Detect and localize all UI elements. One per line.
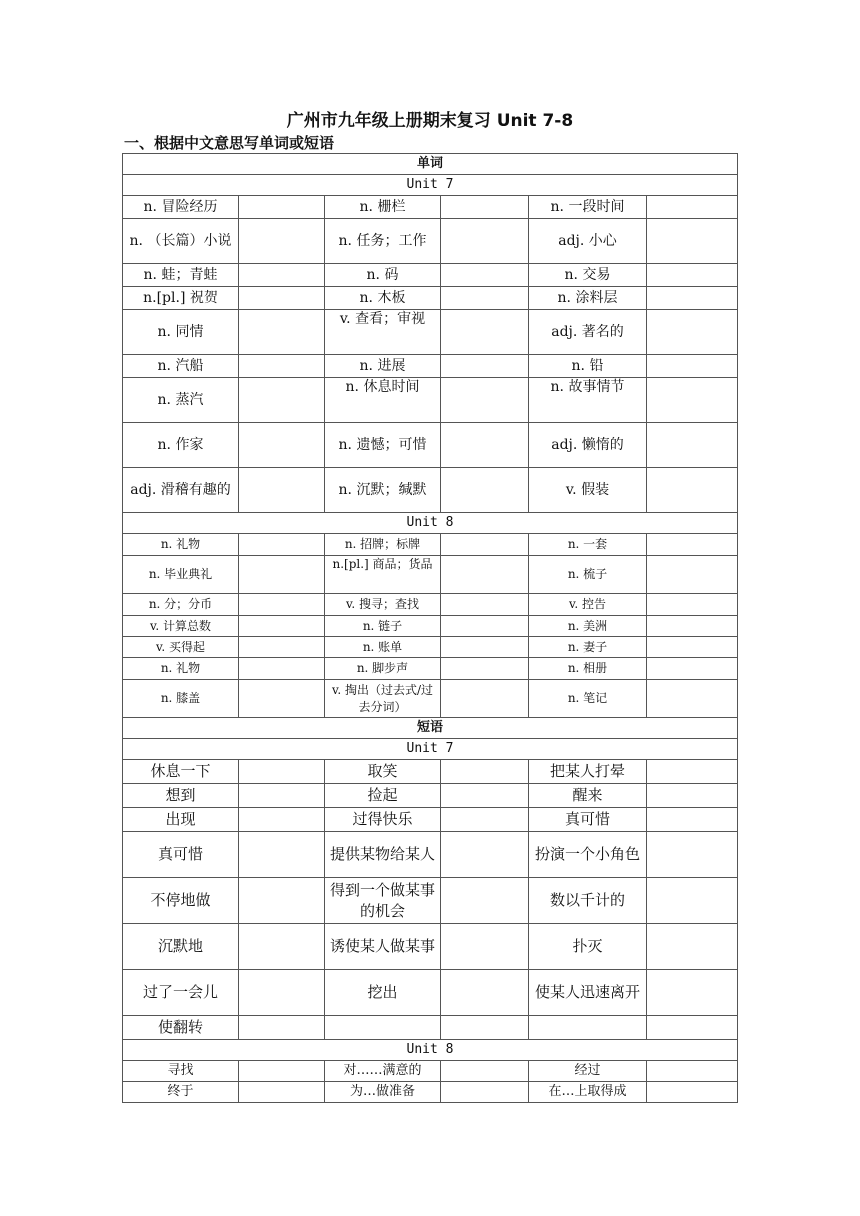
answer-cell[interactable] xyxy=(441,924,529,970)
answer-cell[interactable] xyxy=(239,1061,325,1082)
answer-cell[interactable] xyxy=(239,1016,325,1040)
answer-cell[interactable] xyxy=(441,784,529,808)
prompt-cell: 在…上取得成 xyxy=(529,1082,647,1103)
unit7-phrases-label: Unit 7 xyxy=(123,739,738,760)
prompt-cell: n. 同情 xyxy=(123,310,239,355)
table-row xyxy=(123,468,738,513)
prompt-cell: adj. 小心 xyxy=(529,219,647,264)
answer-cell[interactable] xyxy=(647,832,738,878)
table-row xyxy=(123,784,738,808)
table-row xyxy=(123,808,738,832)
answer-cell[interactable] xyxy=(239,219,325,264)
answer-cell[interactable] xyxy=(647,378,738,423)
answer-cell[interactable] xyxy=(441,808,529,832)
answer-cell[interactable] xyxy=(239,658,325,680)
prompt-cell: 想到 xyxy=(123,784,239,808)
answer-cell[interactable] xyxy=(441,310,529,355)
answer-cell[interactable] xyxy=(441,423,529,468)
table-row xyxy=(123,196,738,219)
prompt-cell: n. 美洲 xyxy=(529,616,647,637)
prompt-cell: 真可惜 xyxy=(529,808,647,832)
unit8-words-label: Unit 8 xyxy=(123,513,738,534)
table-row xyxy=(123,287,738,310)
answer-cell[interactable] xyxy=(441,556,529,594)
answer-cell[interactable] xyxy=(239,784,325,808)
table-row xyxy=(123,556,738,594)
answer-cell[interactable] xyxy=(647,924,738,970)
prompt-cell: v. 买得起 xyxy=(123,637,239,658)
prompt-cell: 取笑 xyxy=(325,760,441,784)
prompt-cell: n. 码 xyxy=(325,264,441,287)
prompt-cell: 出现 xyxy=(123,808,239,832)
prompt-cell: n. 礼物 xyxy=(123,658,239,680)
prompt-cell: n. 链子 xyxy=(325,616,441,637)
prompt-cell: 过了一会儿 xyxy=(123,970,239,1016)
prompt-cell: 为…做准备 xyxy=(325,1082,441,1103)
table-row xyxy=(123,658,738,680)
prompt-cell: 醒来 xyxy=(529,784,647,808)
answer-cell[interactable] xyxy=(239,808,325,832)
prompt-cell: n. 栅栏 xyxy=(325,196,441,219)
table-row xyxy=(123,1016,738,1040)
answer-cell[interactable] xyxy=(239,760,325,784)
answer-cell[interactable] xyxy=(441,658,529,680)
answer-cell[interactable] xyxy=(647,970,738,1016)
prompt-cell: 扮演一个小角色 xyxy=(529,832,647,878)
prompt-cell: n. 毕业典礼 xyxy=(123,556,239,594)
prompt-cell: n. 汽船 xyxy=(123,355,239,378)
answer-cell[interactable] xyxy=(239,310,325,355)
unit7-words-label: Unit 7 xyxy=(123,175,738,196)
table-row xyxy=(123,355,738,378)
answer-cell[interactable] xyxy=(647,423,738,468)
prompt-cell: n. 铅 xyxy=(529,355,647,378)
prompt-cell: 过得快乐 xyxy=(325,808,441,832)
answer-cell[interactable] xyxy=(441,1016,529,1040)
answer-cell[interactable] xyxy=(441,219,529,264)
table-row xyxy=(123,1061,738,1082)
answer-cell[interactable] xyxy=(239,423,325,468)
answer-cell[interactable] xyxy=(441,878,529,924)
answer-cell[interactable] xyxy=(647,616,738,637)
table-row xyxy=(123,534,738,556)
prompt-cell: 休息一下 xyxy=(123,760,239,784)
answer-cell[interactable] xyxy=(441,1061,529,1082)
unit8-phrases-label: Unit 8 xyxy=(123,1040,738,1061)
answer-cell[interactable] xyxy=(441,680,529,718)
prompt-cell: 真可惜 xyxy=(123,832,239,878)
prompt-cell xyxy=(529,1016,647,1040)
prompt-cell: n.[pl.] 商品；货品 xyxy=(325,556,441,594)
answer-cell[interactable] xyxy=(441,832,529,878)
answer-cell[interactable] xyxy=(647,219,738,264)
prompt-cell: n. 作家 xyxy=(123,423,239,468)
answer-cell[interactable] xyxy=(647,637,738,658)
answer-cell[interactable] xyxy=(239,832,325,878)
prompt-cell: v. 假装 xyxy=(529,468,647,513)
prompt-cell: 数以千计的 xyxy=(529,878,647,924)
prompt-cell: adj. 懒惰的 xyxy=(529,423,647,468)
prompt-cell: 捡起 xyxy=(325,784,441,808)
answer-cell[interactable] xyxy=(441,760,529,784)
answer-cell[interactable] xyxy=(647,556,738,594)
table-row xyxy=(123,616,738,637)
answer-cell[interactable] xyxy=(239,196,325,219)
prompt-cell: v. 搜寻；查找 xyxy=(325,594,441,616)
prompt-cell: 把某人打晕 xyxy=(529,760,647,784)
prompt-cell: v. 查看；审视 xyxy=(325,310,441,355)
prompt-cell: n.[pl.] 祝贺 xyxy=(123,287,239,310)
vocab-table xyxy=(122,153,738,1103)
prompt-cell: 对……满意的 xyxy=(325,1061,441,1082)
prompt-cell: v. 掏出（过去式/过去分词） xyxy=(325,680,441,718)
table-row xyxy=(123,310,738,355)
answer-cell[interactable] xyxy=(441,264,529,287)
answer-cell[interactable] xyxy=(647,760,738,784)
answer-cell[interactable] xyxy=(647,1082,738,1103)
prompt-cell: v. 控告 xyxy=(529,594,647,616)
table-row xyxy=(123,680,738,718)
table-row xyxy=(123,760,738,784)
answer-cell[interactable] xyxy=(647,534,738,556)
prompt-cell: 寻找 xyxy=(123,1061,239,1082)
prompt-cell: 挖出 xyxy=(325,970,441,1016)
answer-cell[interactable] xyxy=(239,355,325,378)
prompt-cell: 扑灭 xyxy=(529,924,647,970)
answer-cell[interactable] xyxy=(239,468,325,513)
answer-cell[interactable] xyxy=(239,924,325,970)
prompt-cell: 经过 xyxy=(529,1061,647,1082)
answer-cell[interactable] xyxy=(239,1082,325,1103)
prompt-cell: n. 木板 xyxy=(325,287,441,310)
table-row xyxy=(123,423,738,468)
answer-cell[interactable] xyxy=(441,196,529,219)
answer-cell[interactable] xyxy=(239,594,325,616)
answer-cell[interactable] xyxy=(647,310,738,355)
answer-cell[interactable] xyxy=(441,468,529,513)
prompt-cell: 不停地做 xyxy=(123,878,239,924)
answer-cell[interactable] xyxy=(441,637,529,658)
table-row xyxy=(123,832,738,878)
prompt-cell: 得到一个做某事的机会 xyxy=(325,878,441,924)
prompt-cell: n. 一套 xyxy=(529,534,647,556)
answer-cell[interactable] xyxy=(647,680,738,718)
prompt-cell: n. 休息时间 xyxy=(325,378,441,423)
prompt-cell: 使某人迅速离开 xyxy=(529,970,647,1016)
prompt-cell: n. 进展 xyxy=(325,355,441,378)
prompt-cell: n. 沉默；缄默 xyxy=(325,468,441,513)
answer-cell[interactable] xyxy=(441,616,529,637)
answer-cell[interactable] xyxy=(441,287,529,310)
words-header: 单词 xyxy=(123,154,738,175)
prompt-cell: n. 妻子 xyxy=(529,637,647,658)
phrases-header: 短语 xyxy=(123,718,738,739)
answer-cell[interactable] xyxy=(647,594,738,616)
answer-cell[interactable] xyxy=(239,534,325,556)
answer-cell[interactable] xyxy=(239,287,325,310)
prompt-cell: n. 冒险经历 xyxy=(123,196,239,219)
prompt-cell: n. 笔记 xyxy=(529,680,647,718)
answer-cell[interactable] xyxy=(647,1061,738,1082)
prompt-cell: n. 脚步声 xyxy=(325,658,441,680)
prompt-cell: n. 故事情节 xyxy=(529,378,647,423)
prompt-cell: 提供某物给某人 xyxy=(325,832,441,878)
prompt-cell: n. 分；分币 xyxy=(123,594,239,616)
prompt-cell: n. 礼物 xyxy=(123,534,239,556)
answer-cell[interactable] xyxy=(239,637,325,658)
answer-cell[interactable] xyxy=(239,680,325,718)
prompt-cell xyxy=(325,1016,441,1040)
table-row xyxy=(123,637,738,658)
table-row xyxy=(123,924,738,970)
prompt-cell: n. 相册 xyxy=(529,658,647,680)
prompt-cell: 终于 xyxy=(123,1082,239,1103)
table-row xyxy=(123,594,738,616)
answer-cell[interactable] xyxy=(441,970,529,1016)
answer-cell[interactable] xyxy=(441,534,529,556)
page-title: 广州市九年级上册期末复习 Unit 7-8 xyxy=(286,111,574,131)
prompt-cell: n. 蒸汽 xyxy=(123,378,239,423)
answer-cell[interactable] xyxy=(441,1082,529,1103)
table-row xyxy=(123,264,738,287)
prompt-cell: n. 账单 xyxy=(325,637,441,658)
prompt-cell: n. 膝盖 xyxy=(123,680,239,718)
table-row xyxy=(123,378,738,423)
prompt-cell: n. 招牌；标牌 xyxy=(325,534,441,556)
prompt-cell: n. 一段时间 xyxy=(529,196,647,219)
prompt-cell: v. 计算总数 xyxy=(123,616,239,637)
answer-cell[interactable] xyxy=(441,594,529,616)
answer-cell[interactable] xyxy=(647,878,738,924)
prompt-cell: 使翻转 xyxy=(123,1016,239,1040)
answer-cell[interactable] xyxy=(239,878,325,924)
table-row xyxy=(123,970,738,1016)
prompt-cell: adj. 滑稽有趣的 xyxy=(123,468,239,513)
answer-cell[interactable] xyxy=(647,784,738,808)
prompt-cell: n. 蛙；青蛙 xyxy=(123,264,239,287)
answer-cell[interactable] xyxy=(647,808,738,832)
answer-cell[interactable] xyxy=(647,264,738,287)
answer-cell[interactable] xyxy=(441,378,529,423)
answer-cell[interactable] xyxy=(239,556,325,594)
answer-cell[interactable] xyxy=(239,970,325,1016)
answer-cell[interactable] xyxy=(239,378,325,423)
table-row xyxy=(123,219,738,264)
prompt-cell: n. （长篇）小说 xyxy=(123,219,239,264)
section-heading: 一、根据中文意思写单词或短语 xyxy=(124,134,335,152)
prompt-cell: 沉默地 xyxy=(123,924,239,970)
answer-cell[interactable] xyxy=(647,1016,738,1040)
answer-cell[interactable] xyxy=(239,264,325,287)
prompt-cell: 诱使某人做某事 xyxy=(325,924,441,970)
prompt-cell: n. 交易 xyxy=(529,264,647,287)
prompt-cell: adj. 著名的 xyxy=(529,310,647,355)
table-row xyxy=(123,878,738,924)
answer-cell[interactable] xyxy=(647,658,738,680)
prompt-cell: n. 梳子 xyxy=(529,556,647,594)
prompt-cell: n. 任务；工作 xyxy=(325,219,441,264)
answer-cell[interactable] xyxy=(647,355,738,378)
prompt-cell: n. 涂料层 xyxy=(529,287,647,310)
answer-cell[interactable] xyxy=(647,468,738,513)
prompt-cell: n. 遗憾；可惜 xyxy=(325,423,441,468)
table-row xyxy=(123,1082,738,1103)
answer-cell[interactable] xyxy=(647,287,738,310)
answer-cell[interactable] xyxy=(239,616,325,637)
answer-cell[interactable] xyxy=(441,355,529,378)
answer-cell[interactable] xyxy=(647,196,738,219)
